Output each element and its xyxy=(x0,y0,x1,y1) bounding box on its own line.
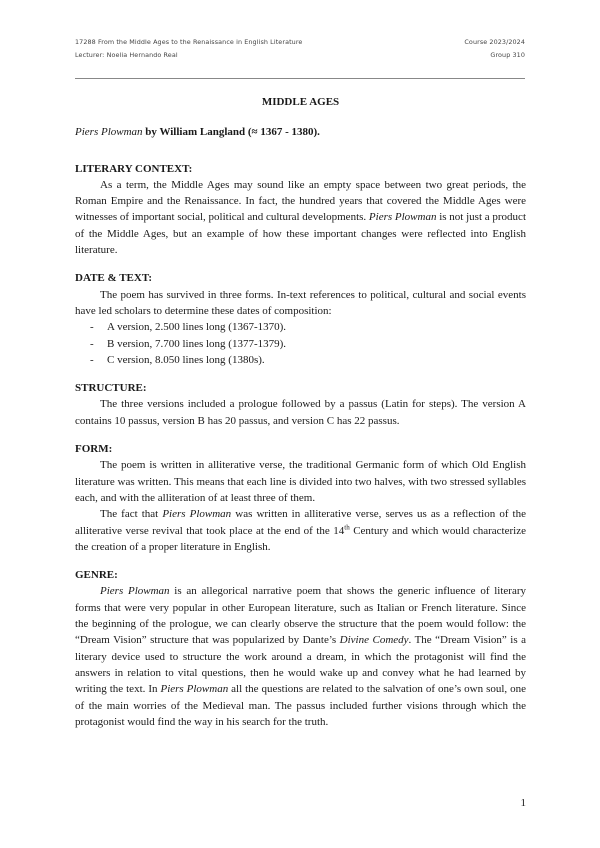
work-title: Piers Plowman xyxy=(75,126,143,139)
genre-paragraph: Piers Plowman is an allegorical narrative poem that shows the generic influence of literary forms that were very popular in other European literature, such as Italian or French literature. Since the beginning of the prologue, we can clearly observe the structure that the poem would follow: the “Dream Vision” structure that was popularized by Dante’s Divine Comedy. The “Dream Vision” is a literary device used to structure the work around a dream, in which the protagonist will find the answers in relation to vital questions, then he would wake up and convey what he had learned by writing the text. In Piers Plowman all the questions are related to the salvation of one’s own soul, one of the main worries of the Medieval man. The passus included further visions through which the protagonist would find the way in his search for the truth. xyxy=(75,585,527,728)
form-paragraph-2: The fact that Piers Plowman was written in alliterative verse, serves us as a reflection of the alliterative verse revival that took place at the end of the 14th Century and which would characterize the creation of a proper literature in English. xyxy=(75,508,526,553)
context-paragraph: As a term, the Middle Ages may sound like an empty space between two great periods, the Roman Empire and the Renaissance. In fact, the hundred years that covered the Middle Ages were witnesses of important social, political and cultural developments. Piers Plowman is not just a product of the Middle Ages, but an example of how these important changes were reflected into English literature. xyxy=(75,178,526,257)
list-item: - A version, 2.500 lines long (1367-1370). xyxy=(75,319,526,335)
structure-paragraph: The three versions included a prologue followed by a passus (Latin for steps). The version A contains 10 passus, version B has 20 passus, and version C has 22 passus. xyxy=(75,398,526,427)
list-item: - C version, 8.050 lines long (1380s). xyxy=(75,352,526,368)
page-header xyxy=(75,36,525,62)
page-title: MIDDLE AGES xyxy=(261,96,340,108)
section-heading-form: FORM: xyxy=(75,443,113,456)
section-heading-structure: STRUCTURE: xyxy=(75,382,147,395)
list-item: - B version, 7.700 lines long (1377-1379). xyxy=(75,336,526,352)
document-body xyxy=(75,94,526,730)
page-number: 1 xyxy=(520,797,526,809)
course-title: 17288 From the Middle Ages to the Renaissance in English Literature xyxy=(75,38,303,46)
lecturer: Lecturer: Noelia Hernando Real xyxy=(75,51,178,59)
work-author: by William Langland (≈ 1367 - 1380). xyxy=(142,126,320,139)
header-divider xyxy=(75,78,525,79)
group: Group 310 xyxy=(490,51,525,59)
section-heading-context: LITERARY CONTEXT: xyxy=(75,162,193,175)
form-paragraph-1: The poem is written in alliterative verse, the traditional Germanic form of which Old English literature was written. This means that each line is divided into two halves, with two stressed syllables each, and with the alliteration of at least three of them. xyxy=(75,459,526,504)
work-subtitle xyxy=(75,124,526,140)
course-year: Course 2023/2024 xyxy=(464,38,525,46)
section-heading-date: DATE & TEXT: xyxy=(75,272,153,285)
section-heading-genre: GENRE: xyxy=(75,569,118,582)
date-paragraph: The poem has survived in three forms. In-text references to political, cultural and social events have led scholars to determine these dates of composition: xyxy=(75,288,526,317)
versions-list xyxy=(75,319,526,368)
